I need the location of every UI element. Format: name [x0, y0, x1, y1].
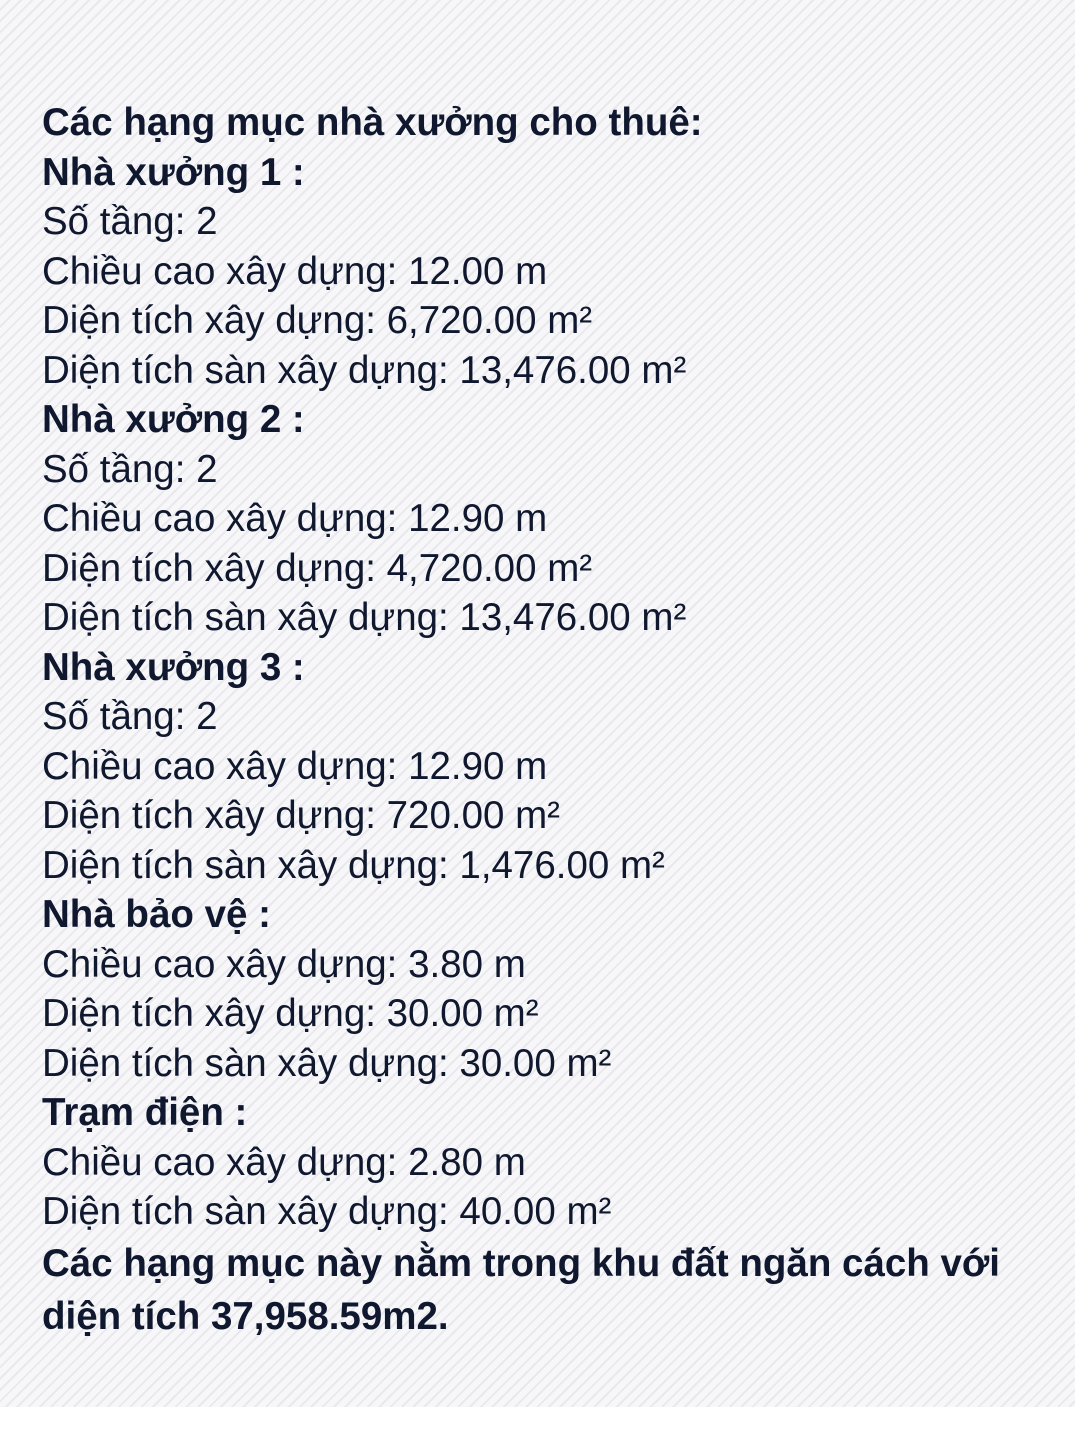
section-title: Nhà bảo vệ :: [42, 893, 271, 936]
section-title: Nhà xưởng 2 :: [42, 398, 305, 441]
spec-line: Diện tích sàn xây dựng: 30.00 m²: [42, 1041, 612, 1085]
spec-line: Diện tích sàn xây dựng: 13,476.00 m²: [42, 596, 687, 639]
spec-line: Diện tích sàn xây dựng: 40.00 m²: [42, 1190, 612, 1233]
section-nha-xuong-3: [42, 643, 1072, 891]
section-nha-xuong-1: [42, 148, 1072, 396]
spec-line: Diện tích xây dựng: 720.00 m²: [42, 794, 560, 837]
section-title: Nhà xưởng 3 :: [42, 645, 305, 689]
spec-line: Diện tích sàn xây dựng: 1,476.00 m²: [42, 843, 665, 887]
spec-line: Diện tích sàn xây dựng: 13,476.00 m²: [42, 348, 687, 392]
bottom-margin: [0, 1407, 1075, 1433]
section-title: Nhà xưởng 1 :: [42, 150, 305, 194]
spec-line: Diện tích xây dựng: 6,720.00 m²: [42, 299, 593, 342]
spec-line: Diện tích xây dựng: 4,720.00 m²: [42, 546, 593, 590]
spec-line: Chiều cao xây dựng: 12.90 m: [42, 497, 548, 540]
section-tram-dien: [42, 1088, 1072, 1237]
spec-line: Chiều cao xây dựng: 12.90 m: [42, 744, 548, 788]
section-nha-xuong-2: [42, 395, 1072, 643]
footer-note: Các hạng mục này nằm trong khu đất ngăn cách với diện tích 37,958.59m2.: [42, 1241, 1000, 1338]
document-body: [42, 98, 1072, 1343]
section-title: Trạm điện :: [42, 1091, 248, 1134]
spec-line: Chiều cao xây dựng: 3.80 m: [42, 942, 526, 986]
spec-line: Số tầng: 2: [42, 200, 218, 243]
spec-line: Số tầng: 2: [42, 447, 218, 491]
spec-line: Số tầng: 2: [42, 695, 218, 738]
spec-line: Chiều cao xây dựng: 12.00 m: [42, 249, 548, 293]
document-heading: Các hạng mục nhà xưởng cho thuê:: [42, 101, 703, 144]
section-nha-bao-ve: [42, 890, 1072, 1088]
spec-line: Chiều cao xây dựng: 2.80 m: [42, 1140, 526, 1184]
spec-line: Diện tích xây dựng: 30.00 m²: [42, 992, 539, 1035]
